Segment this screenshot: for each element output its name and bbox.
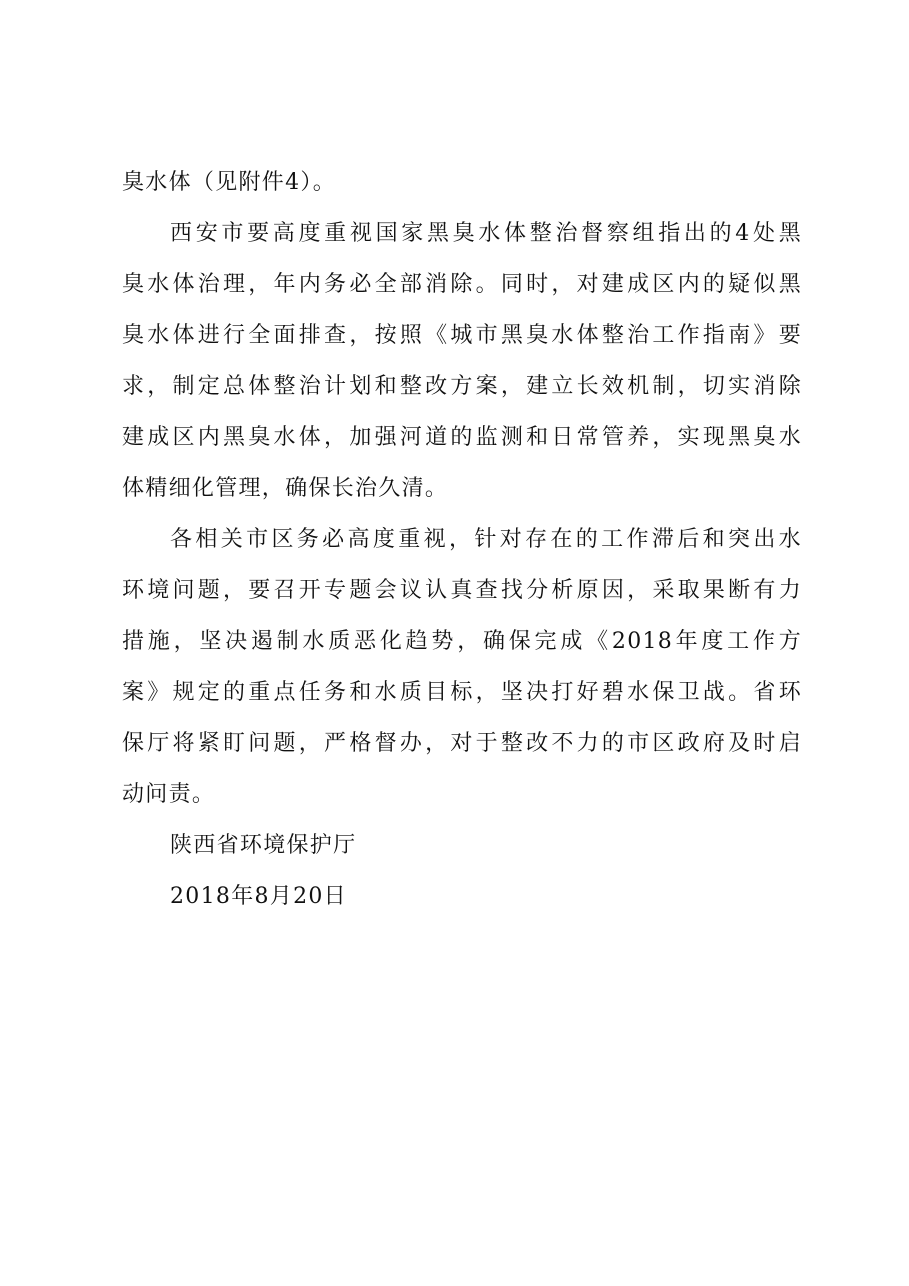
paragraph-line: 动问责。 — [122, 782, 216, 807]
paragraph-line: 臭水体治理，年内务必全部消除。同时，对建成区内的疑似黑 — [122, 272, 802, 297]
paragraph-line: 臭水体进行全面排查，按照《城市黑臭水体整治工作指南》要 — [122, 323, 802, 348]
signature-organization: 陕西省环境保护厅 — [170, 833, 357, 858]
paragraph-line: 西安市要高度重视国家黑臭水体整治督察组指出的4处黑 — [170, 221, 802, 246]
signature-date: 2018年8月20日 — [170, 884, 347, 909]
paragraph-line: 臭水体（见附件4）。 — [122, 170, 336, 195]
paragraph-line: 措施，坚决遏制水质恶化趋势，确保完成《2018年度工作方 — [122, 629, 802, 654]
paragraph-line: 案》规定的重点任务和水质目标，坚决打好碧水保卫战。省环 — [122, 680, 802, 705]
paragraph-line: 环境问题，要召开专题会议认真查找分析原因，采取果断有力 — [122, 578, 802, 603]
paragraph-line: 保厅将紧盯问题，严格督办，对于整改不力的市区政府及时启 — [122, 731, 802, 756]
paragraph-line: 建成区内黑臭水体，加强河道的监测和日常管养，实现黑臭水 — [122, 425, 802, 450]
paragraph-line: 各相关市区务必高度重视，针对存在的工作滞后和突出水 — [170, 527, 802, 552]
paragraph-line: 求，制定总体整治计划和整改方案，建立长效机制，切实消除 — [122, 374, 802, 399]
paragraph-line: 体精细化管理，确保长治久清。 — [122, 476, 449, 501]
